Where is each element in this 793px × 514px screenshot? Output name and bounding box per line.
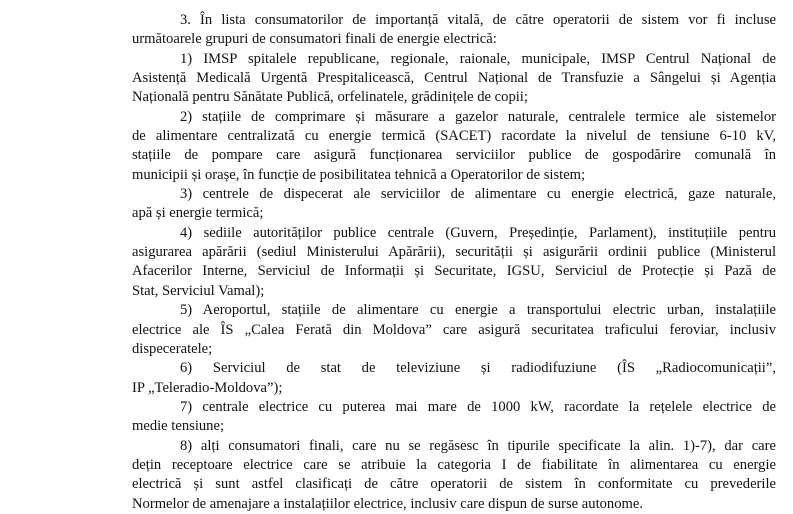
text-line: medie tensiune; — [132, 418, 224, 435]
paragraph — [132, 11, 776, 50]
paragraph — [132, 301, 776, 359]
paragraph — [132, 50, 776, 108]
text-line: 6) Serviciul de stat de televiziune și radiodifuziune (ÎS „Radiocomunicații”, — [180, 360, 776, 377]
paragraph — [132, 398, 776, 437]
paragraph — [132, 359, 776, 398]
text-line: IP „Teleradio-Moldova”); — [132, 379, 283, 396]
text-line: 1) IMSP spitalele republicane, regionale, raionale, municipale, IMSP Centrul Național de — [180, 50, 776, 67]
text-line: dispeceratele; — [132, 340, 213, 357]
text-line: municipii și orașe, în funcție de posibilitatea tehnică a Operatorilor de sistem; — [132, 166, 586, 183]
text-line: Afacerilor Interne, Serviciul de Informații și Securitate, IGSU, Serviciul de Protecție și Pază de — [132, 263, 776, 280]
text-line: Asistență Medicală Urgentă Prespitalicească, Centrul Național de Transfuzie a Sângelui și Agenția — [132, 70, 776, 87]
text-line: 4) sediile autorităților publice centrale (Guvern, Președinție, Parlament), instituțiile pentru — [180, 224, 776, 241]
text-line: 5) Aeroportul, stațiile de alimentare cu energie a transportului electric urban, instalațiile — [180, 302, 776, 319]
text-line: electrice ale ÎS „Calea Ferată din Moldova” care asigură securitatea traficului feroviar, inclusiv — [132, 321, 776, 338]
paragraph — [132, 108, 776, 185]
text-line: stațiile de pompare care asigură funcționarea serviciilor publice de gospodărire comunală în — [132, 147, 776, 164]
text-line: 3. În lista consumatorilor de importanță vitală, de către operatorii de sistem vor fi incluse — [180, 12, 776, 28]
text-line: Stat, Serviciul Vamal); — [132, 282, 265, 299]
text-line: apă și energie termică; — [132, 205, 264, 222]
text-line: 2) stațiile de comprimare și măsurare a gazelor naturale, centralele termice ale sistemelor — [180, 108, 776, 125]
text-line: asigurarea apărării (sediul Ministerului Apărării), securității și asigurării ordinii publice (Ministerul — [132, 244, 776, 261]
text-line: 8) alți consumatori finali, care nu se regăsesc în tipurile specificate la alin. 1)-7), dar care — [180, 437, 776, 454]
text-line: Națională pentru Sănătate Publică, orfelinatele, grădinițele de copii; — [132, 89, 528, 106]
text-line: de alimentare centralizată cu energie termică (SACET) racordate la nivelul de tensiune 6-10 kV, — [132, 128, 776, 145]
text-line: dețin receptoare electrice care se atribuie la categoria I de fiabilitate în alimentarea cu energie — [132, 456, 776, 473]
text-line: 3) centrele de dispecerat ale serviciilor de alimentare cu energie electrică, gaze naturale, — [180, 186, 776, 203]
text-line: electrică și sunt astfel clasificați de către operatorii de sistem în conformitate cu prevederile — [132, 476, 776, 493]
document-body — [132, 11, 776, 514]
paragraph — [132, 224, 776, 301]
text-line: următoarele grupuri de consumatori finali de energie electrică: — [132, 31, 497, 48]
text-line: 7) centrale electrice cu puterea mai mare de 1000 kW, racordate la rețelele electrice de — [180, 398, 776, 415]
text-line: Normelor de amenajare a instalațiilor electrice, inclusiv care dispun de surse autonome. — [132, 495, 643, 512]
paragraph — [132, 185, 776, 224]
paragraph — [132, 437, 776, 514]
